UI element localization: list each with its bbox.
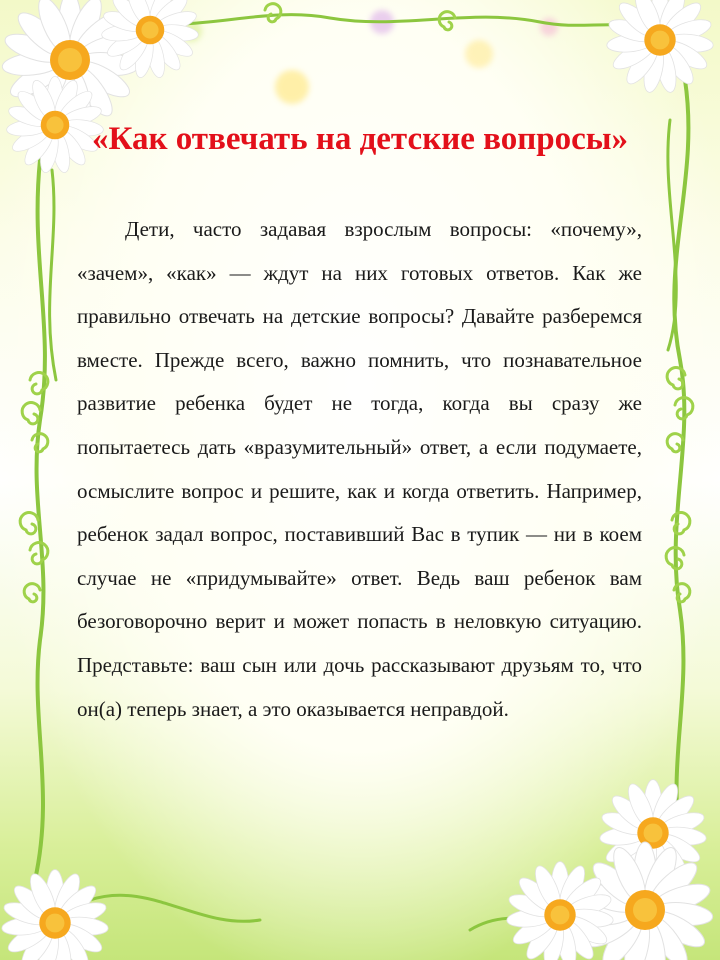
daisy-icon: [505, 860, 615, 960]
daisy-icon: [100, 0, 200, 80]
daisy-icon: [0, 868, 110, 960]
daisy-icon: [605, 0, 715, 95]
article-paragraph: Дети, часто задавая взрослым вопросы: «почему», «зачем», «как» — ждут на них готовых ответов. Как же правильно отвечать на детские вопросы? Давайте разберемся вместе. Прежде всего, важно помнить, что познавательное развитие ребенка будет не тогда, когда вы сразу же попытаетесь дать «вразумительный» ответ, а если подумаете, осмыслите вопрос и решите, как и когда ответить. Например, ребенок задал вопрос, поставивший Вас в тупик — ни в коем случае не «придумывайте» ответ. Ведь ваш ребенок вам безоговорочно верит и может попасть в неловкую ситуацию. Представьте: ваш сын или дочь рассказывают друзьям то, что он(а) теперь знает, а это оказывается неправдой.: [77, 217, 642, 721]
page-title: «Как отвечать на детские вопросы»: [91, 121, 628, 158]
